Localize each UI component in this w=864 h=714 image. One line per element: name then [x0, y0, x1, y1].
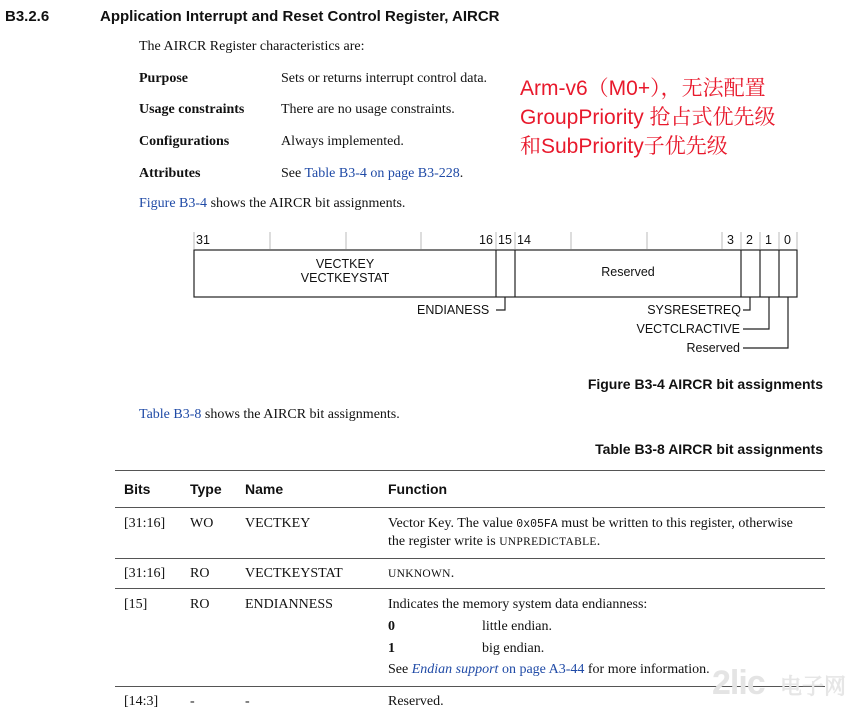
figure-ref-text: Figure B3-4 shows the AIRCR bit assignments.	[139, 196, 406, 211]
table-b3-4-link[interactable]: Table B3-4 on page B3-228	[304, 166, 460, 181]
bit-label-14: 14	[517, 233, 531, 247]
row3-bits: [15]	[124, 597, 148, 612]
callout-endianess: ENDIANESS	[417, 303, 490, 317]
row4-function: Reserved.	[388, 694, 444, 709]
row1-bits: [31:16]	[124, 516, 166, 531]
row3-opt1-key: 1	[388, 641, 395, 656]
row4-name: -	[245, 694, 250, 709]
row3-name: ENDIANNESS	[245, 597, 333, 612]
callout-sysresetreq: SYSRESETREQ	[647, 303, 741, 317]
bit-label-15: 15	[498, 233, 512, 247]
row3-opt1-value: big endian.	[482, 641, 545, 656]
field-vectkey-name: VECTKEY	[315, 257, 375, 271]
callout-reserved: Reserved	[686, 341, 740, 355]
col-header-function: Function	[388, 481, 448, 497]
callout-vectclractive: VECTCLRACTIVE	[636, 322, 740, 336]
row2-type: RO	[190, 566, 210, 581]
table-top-rule	[115, 470, 825, 471]
code-value: 0x05FA	[516, 518, 558, 531]
row4-bits: [14:3]	[124, 694, 159, 709]
bit-label-2: 2	[746, 233, 753, 247]
attr-label-attributes: Attributes	[139, 166, 201, 181]
attr-label-usage: Usage constraints	[139, 102, 245, 117]
row1-rule	[115, 558, 825, 559]
bit-label-16: 16	[479, 233, 493, 247]
row1-name: VECTKEY	[245, 516, 311, 531]
row2-name: VECTKEYSTAT	[245, 566, 343, 581]
row1-function: Vector Key. The value 0x05FA must be written to this register, otherwise the register write is UNPREDICTABLE.	[388, 516, 793, 549]
row1-type: WO	[190, 516, 214, 531]
row2-function: UNKNOWN.	[388, 566, 455, 581]
annotation-line-3: 和SubPriority子优先级	[520, 135, 728, 158]
row2-rule	[115, 588, 825, 589]
field-vectkeystat-name: VECTKEYSTAT	[300, 271, 390, 285]
bit-label-31: 31	[196, 233, 210, 247]
bit-label-0: 0	[784, 233, 791, 247]
field-reserved: Reserved	[601, 265, 655, 279]
watermark-logo: 2lic	[712, 664, 765, 702]
attr-value-attributes: See Table B3-4 on page B3-228.	[281, 166, 464, 181]
figure-caption: Figure B3-4 AIRCR bit assignments	[587, 376, 823, 392]
field-vectkey	[194, 257, 496, 285]
row3-opt0-key: 0	[388, 619, 395, 634]
col-header-name: Name	[245, 481, 284, 497]
row4-type: -	[190, 694, 195, 709]
section-title: Application Interrupt and Reset Control Register, AIRCR	[100, 8, 500, 25]
row3-see-also: See Endian support on page A3-44 for more information.	[388, 662, 710, 677]
attr-value-config: Always implemented.	[281, 134, 404, 149]
row3-function-intro: Indicates the memory system data endianness:	[388, 597, 648, 612]
section-number: B3.2.6	[5, 8, 50, 25]
watermark-text: 电子网	[780, 674, 847, 699]
row3-type: RO	[190, 597, 210, 612]
attr-value-usage: There are no usage constraints.	[281, 102, 455, 117]
table-b3-8-link[interactable]: Table B3-8	[139, 407, 202, 422]
attr-value-purpose: Sets or returns interrupt control data.	[281, 71, 488, 86]
endian-support-link[interactable]: Endian support	[411, 662, 499, 677]
attr-label-purpose: Purpose	[139, 71, 188, 86]
intro-text: The AIRCR Register characteristics are:	[139, 39, 365, 54]
col-header-bits: Bits	[124, 481, 151, 497]
bit-label-1: 1	[765, 233, 772, 247]
bit-label-3: 3	[727, 233, 734, 247]
table-ref-text: Table B3-8 shows the AIRCR bit assignments.	[139, 407, 400, 422]
col-header-type: Type	[190, 481, 222, 497]
endian-support-page-link[interactable]: on page A3-44	[498, 662, 585, 677]
annotation-line-2: GroupPriority 抢占式优先级	[520, 106, 776, 129]
annotation-line-1: Arm-v6（M0+），无法配置	[520, 77, 766, 100]
row2-bits: [31:16]	[124, 566, 166, 581]
attr-label-config: Configurations	[139, 134, 230, 149]
row3-opt0-value: little endian.	[482, 619, 552, 634]
table-header-rule	[115, 507, 825, 508]
figure-b3-4-link[interactable]: Figure B3-4	[139, 196, 208, 211]
table-caption: Table B3-8 AIRCR bit assignments	[595, 441, 823, 457]
